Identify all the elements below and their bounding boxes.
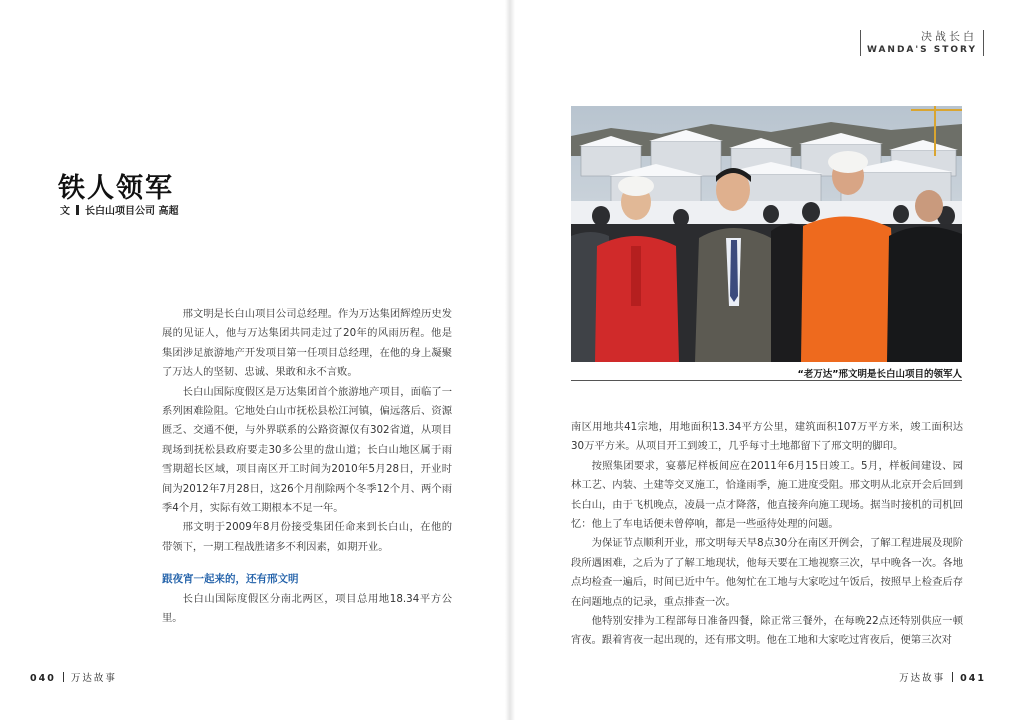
right-text-column xyxy=(571,418,963,651)
footer-divider xyxy=(63,672,64,682)
footer-right xyxy=(899,670,986,684)
caption-rule xyxy=(571,380,962,381)
paragraph: 按照集团要求，宴慕尼样板间应在2011年6月15日竣工。5月，样板间建设、园林工艺、内装、土建等交叉施工，恰逢雨季，施工进度受阻。邢文明从北京开会后回到长白山，由于飞机晚点，凌晨一点才降落，他直接奔向施工现场。据当时接机的司机回忆：他上了车电话便未曾停响，都是一些亟待处理的问题。 xyxy=(571,459,963,531)
page-gutter xyxy=(505,0,515,720)
byline-separator xyxy=(76,205,79,215)
article-photo xyxy=(571,106,962,362)
paragraph: 长白山国际度假区分南北两区，项目总用地18.34平方公里。 xyxy=(162,592,452,625)
page-number-right: 041 xyxy=(960,673,986,684)
paragraph: 他特别安排为工程部每日准备四餐，除正常三餐外，在每晚22点还特别供应一顿宵夜。跟着宵夜一起出现的，还有邢文明。他在工地和大家吃过宵夜后，便第三次对 xyxy=(571,615,963,647)
page-number-left: 040 xyxy=(30,673,56,684)
paragraph: 长白山国际度假区是万达集团首个旅游地产项目，面临了一系列困难险阻。它地处白山市抚松县松江河镇，偏远落后、资源匮乏、交通不便，与外界联系的公路资源仅有302省道，从项目现场到抚松县政府要走30多公里的盘山道；长白山地区属于雨雪期超长区域，项目南区开工时间为2010年5月28日，开业时间为2012年7月28日，这26个月削除两个冬季12个月、两个雨季4个月，实际有效工期根本不足一年。 xyxy=(162,385,452,515)
series-tag xyxy=(860,30,984,56)
left-text-column xyxy=(162,305,452,629)
footer-label-right: 万达故事 xyxy=(899,673,946,684)
series-tag-cn: 决战长白 xyxy=(921,30,977,43)
byline-prefix: 文 xyxy=(60,206,70,217)
paragraph: 为保证节点顺利开业，邢文明每天早8点30分在南区开例会，了解工程进展及现阶段所遇困难，之后为了了解工地现状，他每天要在工地视察三次，早中晚各一次。各地点均检查一遍后，时间已近中午。他匆忙在工地与大家吃过午饭后，按照早上检查后存在问题地点的记录，重点排查一次。 xyxy=(571,537,963,608)
photo-caption: “老万达”邢文明是长白山项目的领军人 xyxy=(797,369,962,380)
paragraph: 邢文明是长白山项目公司总经理。作为万达集团辉煌历史发展的见证人，他与万达集团共同走过了20年的风雨历程。他是集团涉足旅游地产开发项目第一任项目总经理，在他的身上凝聚了万达人的坚韧、忠诚、果敢和永不言败。 xyxy=(162,308,452,379)
series-tag-en: WANDA'S STORY xyxy=(866,45,977,55)
footer-divider xyxy=(952,672,953,682)
footer-label-left: 万达故事 xyxy=(70,673,117,684)
paragraph: 邢文明于2009年8月份接受集团任命来到长白山，在他的带领下，一期工程战胜诸多不利因素，如期开业。 xyxy=(162,521,452,553)
article-byline xyxy=(60,202,178,217)
paragraph: 南区用地共41宗地，用地面积13.34平方公里，建筑面积107万平方米，竣工面积达30万平方米。从项目开工到竣工，几乎每寸土地都留下了邢文明的脚印。 xyxy=(571,421,963,453)
article-title: 铁人领军 xyxy=(58,173,174,204)
photo-illustration xyxy=(571,106,962,362)
byline-author: 长白山项目公司 高超 xyxy=(85,206,179,217)
section-subhead: 跟夜宵一起来的，还有邢文明 xyxy=(162,573,299,586)
footer-left xyxy=(30,670,117,684)
